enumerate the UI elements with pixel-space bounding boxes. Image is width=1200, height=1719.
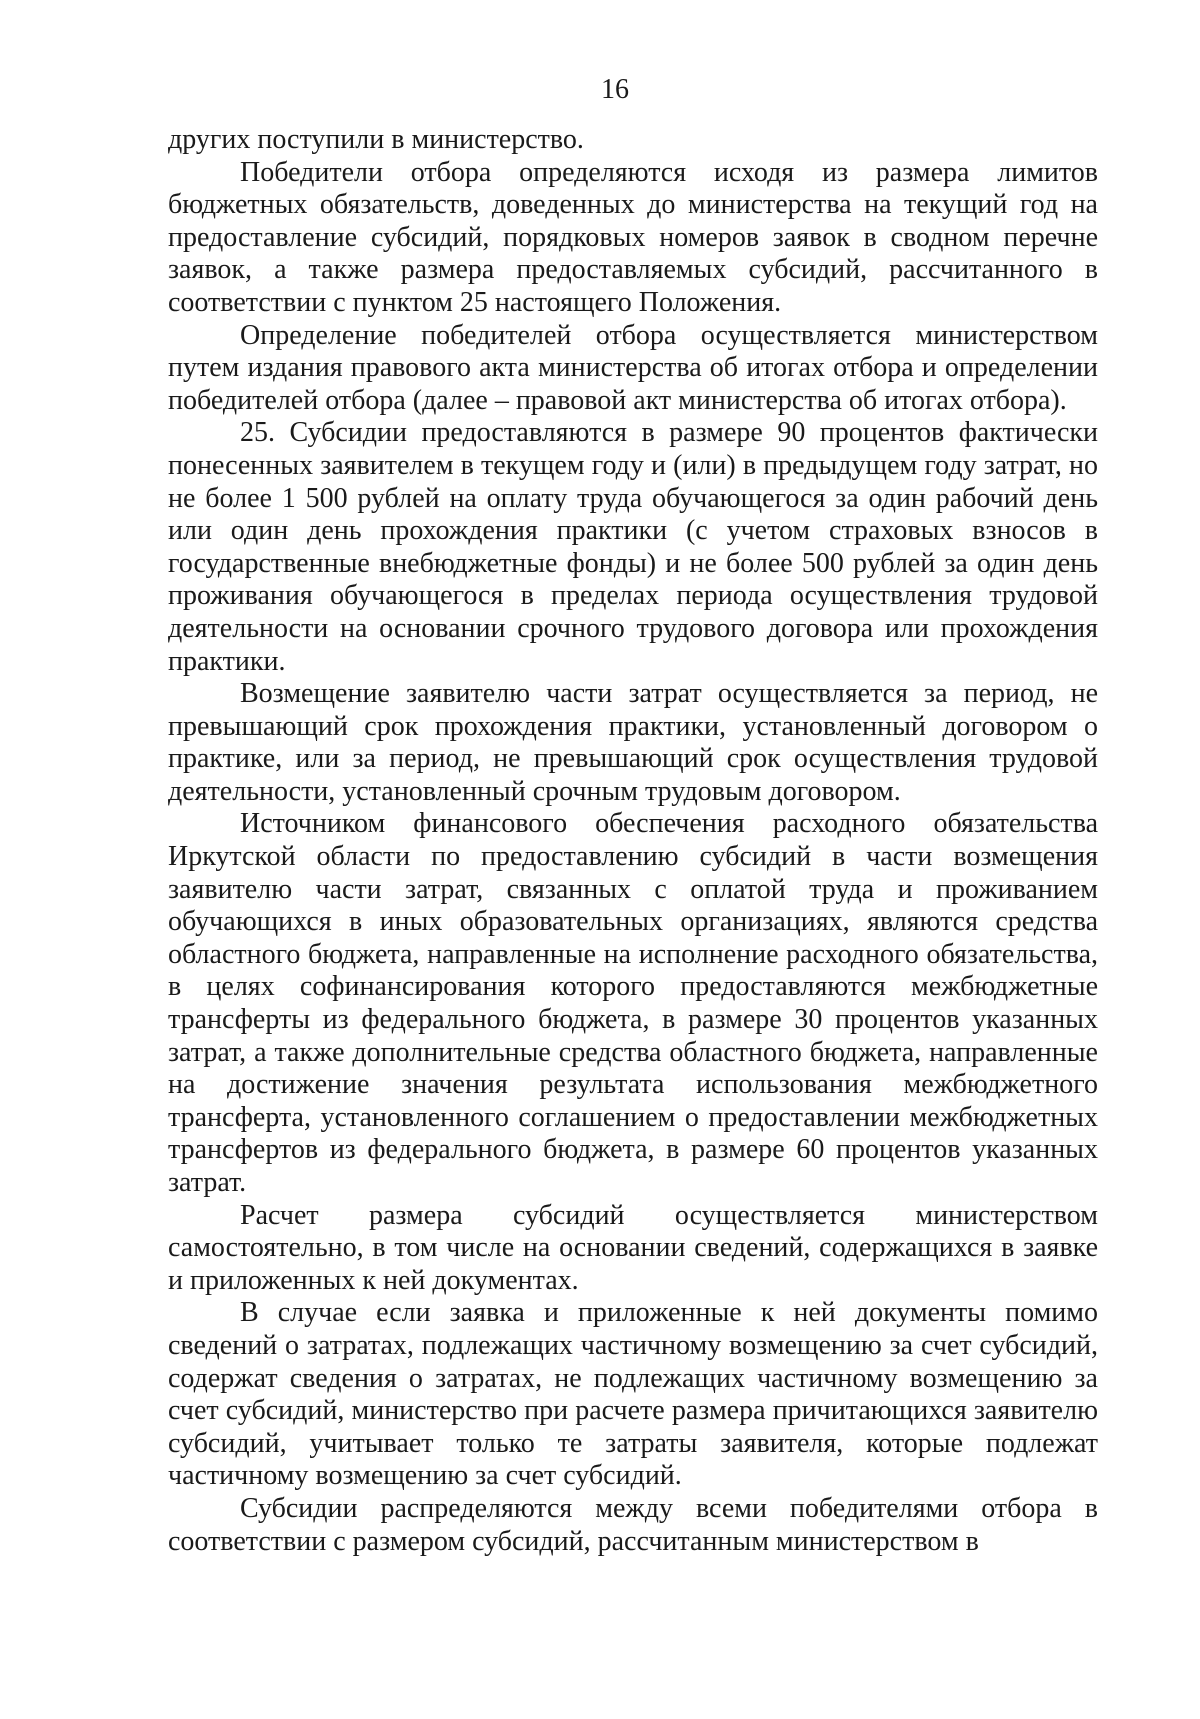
paragraph-financing-source: Источником финансового обеспечения расходного обязательства Иркутской области по предоставлению субсидий в части возмещения заявителю части затрат, связанных с оплатой труда и проживанием обучающихся в иных образовательных организациях, являются средства областного бюджета, направленные на исполнение расходного обязательства, в целях софинансирования которого предоставляются межбюджетные трансферты из федерального бюджета, в размере 30 процентов указанных затрат, а также дополнительные средства областного бюджета, направленные на достижение значения результата использования межбюджетного трансферта, установленного соглашением о предоставлении межбюджетных трансфертов из федерального бюджета, в размере 60 процентов указанных затрат. bbox=[168, 808, 1098, 1198]
paragraph-partial-reimbursement: В случае если заявка и приложенные к ней документы помимо сведений о затратах, подлежащих частичному возмещению за счет субсидий, содержат сведения о затратах, не подлежащих частичному возмещению за счет субсидий, министерство при расчете размера причитающихся заявителю субсидий, учитывает только те затраты заявителя, которые подлежат частичному возмещению за счет субсидий. bbox=[168, 1297, 1098, 1492]
paragraph-item-25-subsidy-size: 25. Субсидии предоставляются в размере 90 процентов фактически понесенных заявителем в текущем году и (или) в предыдущем году затрат, но не более 1 500 рублей на оплату труда обучающегося за один рабочий день или один день прохождения практики (с учетом страховых взносов в государственные внебюджетные фонды) и не более 500 рублей за один день проживания обучающегося в пределах периода осуществления трудовой деятельности на основании срочного трудового договора или прохождения практики. bbox=[168, 417, 1098, 677]
page-number: 16 bbox=[601, 74, 629, 105]
paragraph-winners-legal-act: Определение победителей отбора осуществляется министерством путем издания правового акта министерства об итогах отбора и определении победителей отбора (далее – правовой акт министерства об итогах отбора). bbox=[168, 319, 1098, 416]
paragraph-cost-reimbursement-period: Возмещение заявителю части затрат осуществляется за период, не превышающий срок прохождения практики, установленный договором о практике, или за период, не превышающий срок осуществления трудовой деятельности, установленный срочным трудовым договором. bbox=[168, 678, 1098, 807]
paragraph-winners-determination: Победители отбора определяются исходя из размера лимитов бюджетных обязательств, доведенных до министерства на текущий год на предоставление субсидий, порядковых номеров заявок в сводном перечне заявок, а также размера предоставляемых субсидий, рассчитанного в соответствии с пунктом 25 настоящего Положения. bbox=[168, 156, 1098, 318]
paragraph-subsidy-calculation: Расчет размера субсидий осуществляется министерством самостоятельно, в том числе на основании сведений, содержащихся в заявке и приложенных к ней документах. bbox=[168, 1199, 1098, 1296]
paragraph-continuation: других поступили в министерство. bbox=[168, 124, 584, 155]
paragraph-subsidy-distribution: Субсидии распределяются между всеми победителями отбора в соответствии с размером субсидий, рассчитанным министерством в bbox=[168, 1492, 1098, 1557]
document-body bbox=[168, 124, 1098, 1558]
